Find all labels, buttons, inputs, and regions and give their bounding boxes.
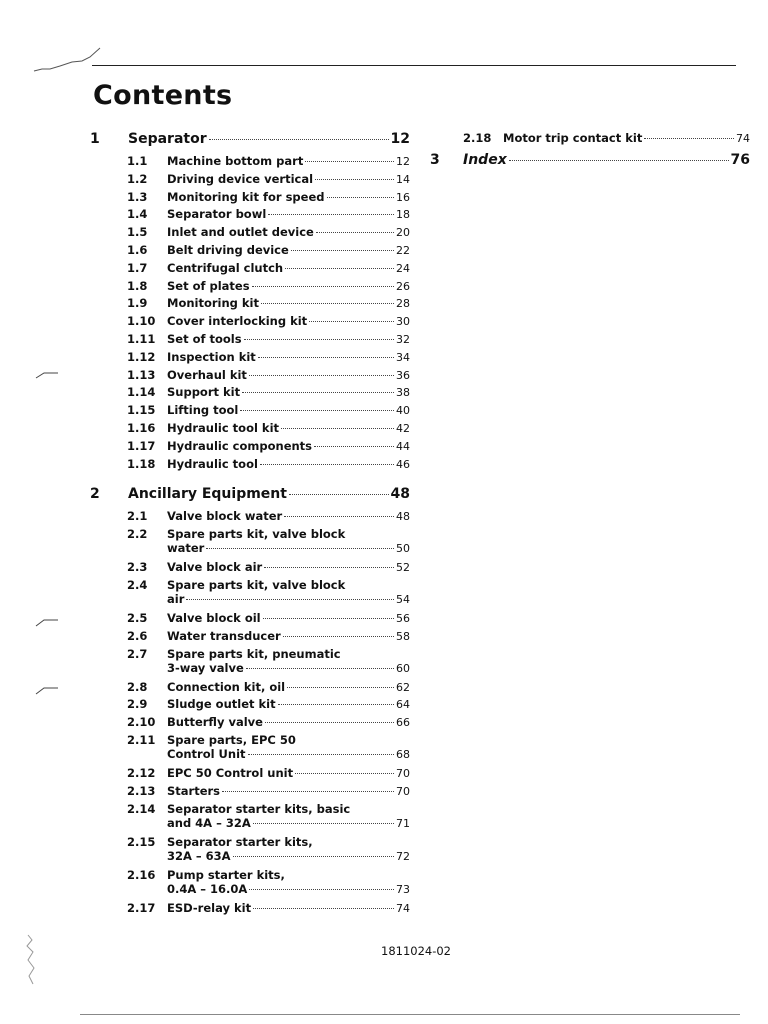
toc-item[interactable] — [127, 279, 410, 297]
toc-item[interactable] — [127, 225, 410, 243]
dot-leader — [285, 268, 394, 269]
dot-leader — [278, 704, 394, 705]
scan-mark-left-3 — [32, 682, 62, 698]
toc-item[interactable] — [127, 578, 410, 611]
dot-leader — [258, 357, 394, 358]
item-number: 2.11 — [127, 732, 156, 747]
item-number: 1.6 — [127, 242, 148, 257]
toc-item[interactable] — [127, 766, 410, 784]
item-page: 72 — [396, 849, 410, 863]
item-number: 1.2 — [127, 171, 148, 186]
scan-mark-left-2 — [32, 614, 62, 630]
item-title: Overhaul kit — [167, 367, 247, 382]
item-page: 32 — [396, 332, 410, 346]
dot-leader — [289, 494, 389, 495]
toc-item[interactable] — [127, 296, 410, 314]
chapter-page: 12 — [390, 131, 410, 147]
top-rule — [92, 65, 736, 66]
item-title: Hydraulic tool kit — [167, 420, 280, 435]
item-title-cont: water — [167, 541, 205, 556]
toc-item[interactable] — [127, 172, 410, 190]
scan-mark-left-4 — [18, 930, 48, 990]
item-number: 2.5 — [127, 610, 148, 625]
item-page: 48 — [396, 510, 410, 524]
dot-leader — [291, 250, 394, 251]
item-title: Spare parts kit, valve block — [167, 527, 346, 542]
scan-mark-left-1 — [32, 368, 62, 382]
dot-leader — [509, 160, 729, 161]
toc-item[interactable] — [127, 421, 410, 439]
item-number: 2.8 — [127, 679, 148, 694]
item-page: 38 — [396, 386, 410, 400]
item-page: 40 — [396, 404, 410, 418]
item-number: 2.18 — [463, 131, 492, 145]
toc-item[interactable] — [127, 629, 410, 647]
item-title-cont: 32A – 63A — [167, 848, 231, 863]
item-number: 2.4 — [127, 577, 148, 592]
item-title: Sludge outlet kit — [167, 697, 276, 712]
item-page: 56 — [396, 611, 410, 625]
item-title: EPC 50 Control unit — [167, 765, 294, 780]
page-title: Contents — [93, 80, 233, 111]
chapter-title: Separator — [128, 131, 207, 147]
toc-column-left — [90, 131, 410, 918]
item-number: 1.15 — [127, 403, 156, 418]
toc-item[interactable] — [127, 611, 410, 629]
dot-leader — [305, 161, 394, 162]
item-page: 24 — [396, 261, 410, 275]
dot-leader — [261, 303, 394, 304]
dot-leader — [316, 232, 394, 233]
toc-item[interactable] — [127, 385, 410, 403]
item-number: 2.12 — [127, 765, 156, 780]
toc-item[interactable] — [127, 207, 410, 225]
item-page: 74 — [396, 901, 410, 915]
item-title: Spare parts kit, valve block — [167, 577, 346, 592]
toc-item[interactable] — [127, 154, 410, 172]
toc-item[interactable] — [127, 350, 410, 368]
item-page: 62 — [396, 680, 410, 694]
item-number: 1.11 — [127, 331, 156, 346]
item-title: Valve block oil — [167, 610, 261, 625]
dot-leader — [233, 856, 394, 857]
item-title: Belt driving device — [167, 242, 289, 257]
item-title: Monitoring kit for speed — [167, 189, 325, 204]
toc-item[interactable] — [127, 439, 410, 457]
item-number: 2.3 — [127, 560, 148, 575]
item-title-cont: and 4A – 32A — [167, 815, 251, 830]
dot-leader — [249, 889, 394, 890]
item-title: Water transducer — [167, 628, 281, 643]
dot-leader — [309, 321, 394, 322]
bottom-rule — [80, 1014, 740, 1015]
item-title: Machine bottom part — [167, 154, 304, 168]
dot-leader — [206, 548, 394, 549]
dot-leader — [264, 567, 394, 568]
item-number: 1.17 — [127, 438, 156, 453]
item-page: 16 — [396, 190, 410, 204]
item-page: 12 — [396, 155, 410, 168]
toc-item[interactable] — [127, 868, 410, 901]
item-title: Starters — [167, 783, 221, 798]
toc-column-right — [430, 131, 750, 175]
item-number: 1.14 — [127, 385, 156, 400]
dot-leader — [248, 754, 394, 755]
item-number: 1.4 — [127, 207, 148, 222]
dot-leader — [327, 197, 395, 198]
item-title-cont: air — [167, 591, 185, 606]
item-title: Separator starter kits, basic — [167, 801, 351, 816]
item-number: 2.14 — [127, 801, 156, 816]
toc-item[interactable] — [127, 261, 410, 279]
chapter-number: 1 — [90, 131, 100, 147]
item-page: 26 — [396, 279, 410, 293]
toc-item[interactable] — [127, 368, 410, 386]
item-number: 2.2 — [127, 527, 148, 542]
toc-item[interactable] — [127, 314, 410, 332]
dot-leader — [244, 339, 394, 340]
item-page: 58 — [396, 629, 410, 643]
item-page: 66 — [396, 716, 410, 730]
toc-item[interactable] — [127, 190, 410, 208]
dot-leader — [253, 908, 394, 909]
toc-item[interactable] — [127, 784, 410, 802]
item-number: 1.10 — [127, 314, 156, 329]
item-page: 52 — [396, 561, 410, 575]
item-number: 1.3 — [127, 189, 148, 204]
scan-mark-top — [30, 45, 105, 75]
item-title: Support kit — [167, 385, 241, 400]
dot-leader — [263, 618, 394, 619]
item-title: Inspection kit — [167, 349, 256, 364]
item-page: 71 — [396, 816, 410, 830]
item-page: 14 — [396, 172, 410, 186]
item-title: Set of tools — [167, 331, 242, 346]
document-code: 1811024-02 — [381, 944, 451, 958]
item-page: 34 — [396, 350, 410, 364]
toc-item[interactable] — [127, 332, 410, 350]
item-page: 30 — [396, 315, 410, 329]
item-page: 46 — [396, 457, 410, 471]
dot-leader — [242, 392, 394, 393]
chapter-number: 3 — [430, 151, 440, 168]
item-title: Pump starter kits, — [167, 867, 285, 882]
item-title: Connection kit, oil — [167, 679, 286, 694]
item-title: Hydraulic components — [167, 438, 313, 453]
dot-leader — [260, 464, 394, 465]
item-title-cont: 0.4A – 16.0A — [167, 881, 248, 896]
item-title: Valve block air — [167, 560, 263, 575]
dot-leader — [246, 668, 394, 669]
item-number: 2.7 — [127, 646, 148, 661]
item-page: 44 — [396, 439, 410, 453]
item-title: Cover interlocking kit — [167, 314, 308, 329]
item-page: 73 — [396, 882, 410, 896]
toc-item[interactable] — [127, 802, 410, 835]
chapter-page: 76 — [730, 151, 750, 168]
item-number: 2.10 — [127, 715, 156, 730]
item-title: Centrifugal clutch — [167, 260, 284, 275]
item-number: 2.16 — [127, 867, 156, 882]
dot-leader — [287, 687, 394, 688]
toc-item[interactable] — [127, 403, 410, 421]
dot-leader — [284, 516, 394, 517]
dot-leader — [186, 599, 394, 600]
item-title: Set of plates — [167, 278, 250, 293]
item-page: 64 — [396, 698, 410, 712]
item-title: Motor trip contact kit — [503, 131, 643, 145]
dot-leader — [252, 286, 394, 287]
item-page: 68 — [396, 747, 410, 761]
item-page: 20 — [396, 226, 410, 240]
item-title: Inlet and outlet device — [167, 225, 314, 240]
item-number: 2.9 — [127, 697, 148, 712]
toc-item[interactable] — [127, 647, 410, 680]
chapter-title: Index — [463, 151, 507, 168]
item-title: Driving device vertical — [167, 171, 314, 186]
item-number: 2.17 — [127, 900, 156, 915]
item-number: 1.9 — [127, 296, 148, 311]
item-page: 50 — [396, 542, 410, 556]
item-number: 2.13 — [127, 783, 156, 798]
dot-leader — [268, 214, 394, 215]
dot-leader — [253, 823, 394, 824]
item-number: 2.1 — [127, 509, 148, 524]
item-title-cont: 3-way valve — [167, 660, 244, 675]
item-title: ESD-relay kit — [167, 900, 252, 915]
item-page: 54 — [396, 592, 410, 606]
item-number: 1.1 — [127, 154, 148, 168]
item-number: 1.12 — [127, 349, 156, 364]
chapter-title: Ancillary Equipment — [128, 486, 287, 503]
item-title: Spare parts kit, pneumatic — [167, 646, 341, 661]
item-page: 70 — [396, 766, 410, 780]
toc-chapter-2[interactable] — [90, 486, 410, 506]
item-title: Spare parts, EPC 50 — [167, 732, 296, 747]
toc-chapter-3[interactable] — [430, 152, 750, 172]
dot-leader — [315, 179, 394, 180]
item-title: Separator starter kits, — [167, 834, 313, 849]
item-number: 1.5 — [127, 225, 148, 240]
toc-item[interactable] — [127, 457, 410, 475]
item-title: Separator bowl — [167, 207, 267, 222]
toc-item[interactable] — [127, 680, 410, 698]
toc-item[interactable] — [127, 509, 410, 527]
dot-leader — [249, 375, 394, 376]
dot-leader — [222, 791, 394, 792]
toc-item[interactable] — [127, 697, 410, 715]
toc-item[interactable] — [127, 715, 410, 733]
item-number: 1.13 — [127, 367, 156, 382]
dot-leader — [209, 139, 389, 140]
dot-leader — [265, 722, 394, 723]
dot-leader — [283, 636, 394, 637]
item-page: 22 — [396, 243, 410, 257]
item-page: 42 — [396, 421, 410, 435]
toc-item[interactable] — [127, 560, 410, 578]
item-page: 36 — [396, 368, 410, 382]
dot-leader — [314, 446, 394, 447]
item-page: 28 — [396, 297, 410, 311]
toc-item[interactable] — [127, 527, 410, 560]
toc-item[interactable] — [127, 243, 410, 261]
item-page: 70 — [396, 784, 410, 798]
item-number: 1.16 — [127, 420, 156, 435]
toc-item[interactable] — [127, 733, 410, 766]
item-title: Valve block water — [167, 509, 283, 524]
item-title: Hydraulic tool — [167, 456, 258, 471]
item-page: 60 — [396, 661, 410, 675]
item-page: 74 — [736, 132, 750, 145]
item-number: 1.7 — [127, 260, 148, 275]
dot-leader — [281, 428, 394, 429]
dot-leader — [240, 410, 394, 411]
item-title: Monitoring kit — [167, 296, 259, 311]
toc-item[interactable] — [127, 835, 410, 868]
toc-item[interactable] — [463, 131, 750, 149]
toc-item[interactable] — [127, 901, 410, 919]
toc-chapter-1[interactable] — [90, 131, 410, 151]
item-number: 2.15 — [127, 834, 156, 849]
item-title-cont: Control Unit — [167, 746, 246, 761]
item-title: Lifting tool — [167, 403, 239, 418]
chapter-number: 2 — [90, 486, 100, 503]
dot-leader — [644, 138, 734, 139]
item-title: Butterfly valve — [167, 715, 263, 730]
chapter-page: 48 — [390, 486, 410, 503]
item-page: 18 — [396, 208, 410, 222]
dot-leader — [295, 773, 394, 774]
item-number: 1.18 — [127, 456, 156, 471]
item-number: 2.6 — [127, 628, 148, 643]
item-number: 1.8 — [127, 278, 148, 293]
